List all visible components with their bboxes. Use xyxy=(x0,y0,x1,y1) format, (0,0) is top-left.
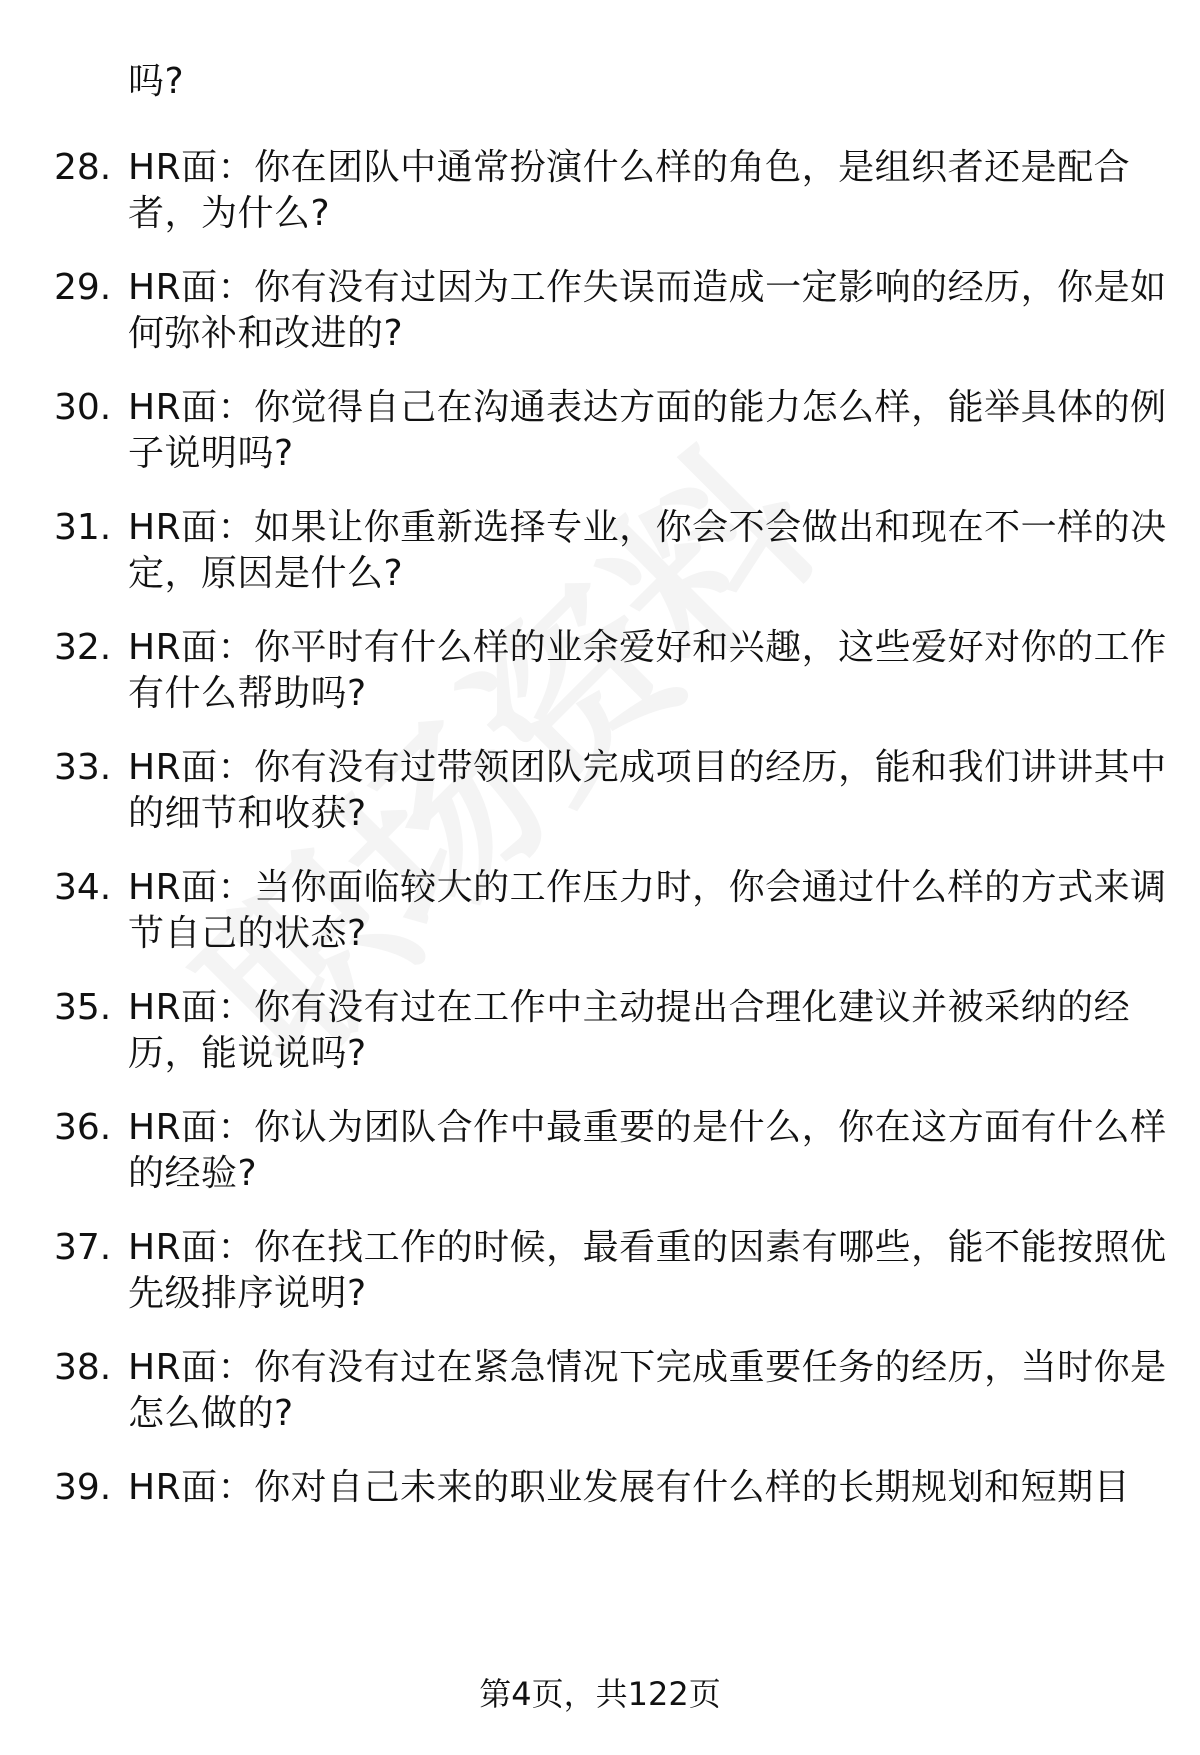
question-number: 34. xyxy=(54,867,112,908)
question-line: 历，能说说吗? xyxy=(128,1033,367,1074)
question-line: 先级排序说明? xyxy=(128,1273,367,1314)
question-line: 子说明吗? xyxy=(128,433,294,474)
question-number: 38. xyxy=(54,1347,112,1388)
question-line: HR面：你有没有过在工作中主动提出合理化建议并被采纳的经 xyxy=(128,987,1131,1028)
question-line: HR面：你有没有过因为工作失误而造成一定影响的经历，你是如 xyxy=(128,267,1167,308)
question-number: 33. xyxy=(54,747,112,788)
question-line: 节自己的状态? xyxy=(128,913,367,954)
question-line: HR面：如果让你重新选择专业，你会不会做出和现在不一样的决 xyxy=(128,507,1167,548)
question-number: 29. xyxy=(54,267,112,308)
question-number: 30. xyxy=(54,387,112,428)
question-line: 怎么做的? xyxy=(128,1393,294,1434)
question-line: 何弥补和改进的? xyxy=(128,313,404,354)
question-line: 的细节和收获? xyxy=(128,793,367,834)
question-number: 35. xyxy=(54,987,112,1028)
question-line: 的经验? xyxy=(128,1153,258,1194)
question-number: 28. xyxy=(54,147,112,188)
question-line: 者，为什么? xyxy=(128,193,331,234)
question-number: 37. xyxy=(54,1227,112,1268)
question-line: HR面：你在找工作的时候，最看重的因素有哪些，能不能按照优 xyxy=(128,1227,1167,1268)
question-number: 39. xyxy=(54,1467,112,1508)
question-number: 31. xyxy=(54,507,112,548)
question-line: HR面：你觉得自己在沟通表达方面的能力怎么样，能举具体的例 xyxy=(128,387,1167,428)
question-number: 32. xyxy=(54,627,112,668)
question-line: 定，原因是什么? xyxy=(128,553,404,594)
question-number: 36. xyxy=(54,1107,112,1148)
question-line: HR面：当你面临较大的工作压力时，你会通过什么样的方式来调 xyxy=(128,867,1167,908)
question-line: HR面：你平时有什么样的业余爱好和兴趣，这些爱好对你的工作 xyxy=(128,627,1167,668)
question-line: HR面：你对自己未来的职业发展有什么样的长期规划和短期目 xyxy=(128,1467,1131,1508)
page-footer: 第4页，共122页 xyxy=(479,1675,721,1713)
question-line: HR面：你认为团队合作中最重要的是什么，你在这方面有什么样 xyxy=(128,1107,1167,1148)
question-line: HR面：你有没有过在紧急情况下完成重要任务的经历，当时你是 xyxy=(128,1347,1167,1388)
question-line: HR面：你在团队中通常扮演什么样的角色，是组织者还是配合 xyxy=(128,147,1131,188)
continuation-text: 吗? xyxy=(128,61,185,102)
question-line: 有什么帮助吗? xyxy=(128,673,367,714)
question-line: HR面：你有没有过带领团队完成项目的经历，能和我们讲讲其中 xyxy=(128,747,1167,788)
